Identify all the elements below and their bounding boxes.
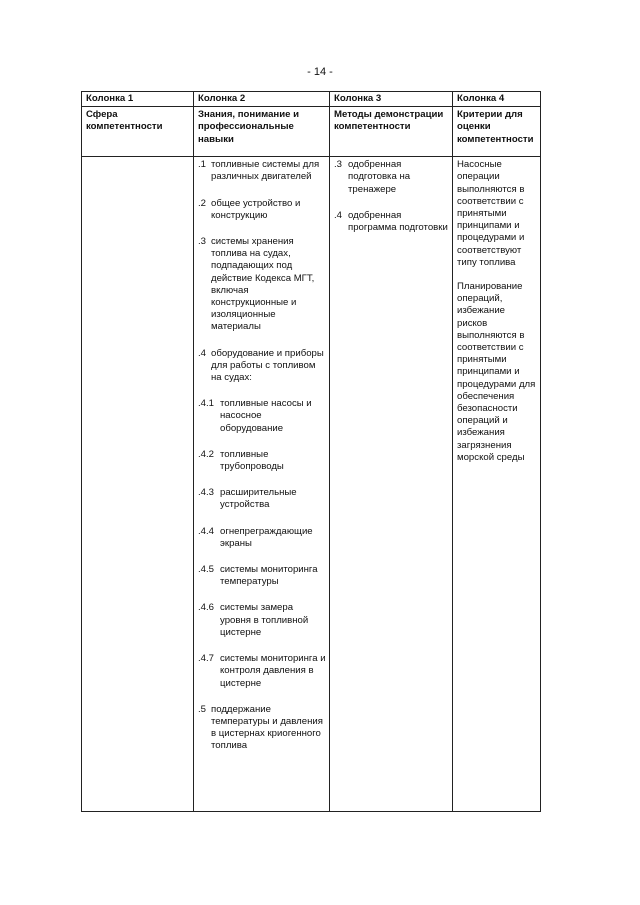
item-text: топливные трубопроводы — [220, 448, 284, 473]
content-row — [82, 157, 541, 812]
item-text: расширительные устройства — [220, 487, 297, 511]
item-number: .4.1 — [198, 398, 215, 410]
item-number: .1 — [198, 159, 207, 171]
column1-cell — [82, 157, 194, 812]
knowledge-subitem — [198, 526, 326, 550]
item-text: поддержание температуры и давления в цистернах криогенного топлива — [211, 703, 323, 752]
column4-cell — [453, 157, 541, 812]
subheader-criteria: Критерии для оценки компетентности — [453, 107, 541, 157]
knowledge-subitem — [198, 398, 326, 435]
page-number: - 14 - — [307, 66, 333, 78]
item-number: .4.3 — [198, 487, 215, 499]
criteria-paragraph: Планирование операций, избежание рисков выполняются в соответствии с принятыми принципами и процедурами для обеспечения безопасности операций и избежания загрязнения морской среды — [457, 281, 536, 463]
column3-cell — [330, 157, 453, 812]
header-row — [82, 92, 541, 107]
item-number: .4.6 — [198, 602, 215, 614]
item-number: .5 — [198, 703, 207, 715]
knowledge-subitem — [198, 487, 326, 511]
item-text: системы замера уровня в топливной цистерне — [220, 602, 309, 638]
item-number: .4.2 — [198, 448, 215, 460]
item-text: огнепреграждающие экраны — [220, 525, 313, 549]
criteria-paragraph: Насосные операции выполняются в соответствии с принятыми принципами и процедурами и соответствуют типу топлива — [457, 159, 525, 268]
item-text: системы мониторинга температуры — [220, 564, 318, 588]
item-text: топливные насосы и насосное оборудование — [220, 398, 312, 434]
item-text: оборудование и приборы для работы с топливом на судах: — [211, 347, 324, 384]
method-item — [334, 159, 449, 196]
column-header-2: Колонка 2 — [194, 92, 330, 107]
knowledge-item — [198, 704, 326, 753]
item-number: .3 — [334, 159, 343, 171]
subheader-row — [82, 107, 541, 157]
knowledge-item — [198, 159, 326, 183]
item-text: одобренная подготовка на тренажере — [348, 159, 411, 195]
item-number: .4 — [334, 209, 343, 221]
column-header-1: Колонка 1 — [82, 92, 194, 107]
knowledge-subitem — [198, 564, 326, 588]
knowledge-subitem — [198, 602, 326, 639]
item-number: .4 — [198, 347, 207, 359]
item-text: топливные системы для различных двигателей — [211, 159, 320, 183]
competence-table — [81, 91, 541, 812]
subheader-competence: Сфера компетентности — [82, 107, 194, 157]
subheader-methods: Методы демонстрации компетентности — [330, 107, 453, 157]
item-number: .2 — [198, 197, 207, 209]
subheader-knowledge: Знания, понимание и профессиональные навыки — [194, 107, 330, 157]
column2-cell — [194, 157, 330, 812]
column-header-3: Колонка 3 — [330, 92, 453, 107]
knowledge-item — [198, 348, 326, 385]
item-number: .4.4 — [198, 525, 215, 537]
knowledge-subitem — [198, 653, 326, 690]
knowledge-item — [198, 236, 326, 334]
knowledge-item — [198, 198, 326, 222]
item-text: одобренная программа подготовки — [348, 209, 448, 234]
item-text: системы хранения топлива на судах, подпадающих под действие Кодекса МГТ, включая конструкционные и изоляционные материалы — [211, 236, 315, 333]
item-text: общее устройство и конструкцию — [211, 197, 301, 221]
column-header-4: Колонка 4 — [453, 92, 541, 107]
item-text: системы мониторинга и контроля давления в цистерне — [220, 653, 326, 689]
item-number: .4.7 — [198, 653, 215, 665]
method-item — [334, 210, 449, 234]
knowledge-subitem — [198, 449, 326, 473]
item-number: .4.5 — [198, 564, 215, 576]
item-number: .3 — [198, 236, 207, 248]
